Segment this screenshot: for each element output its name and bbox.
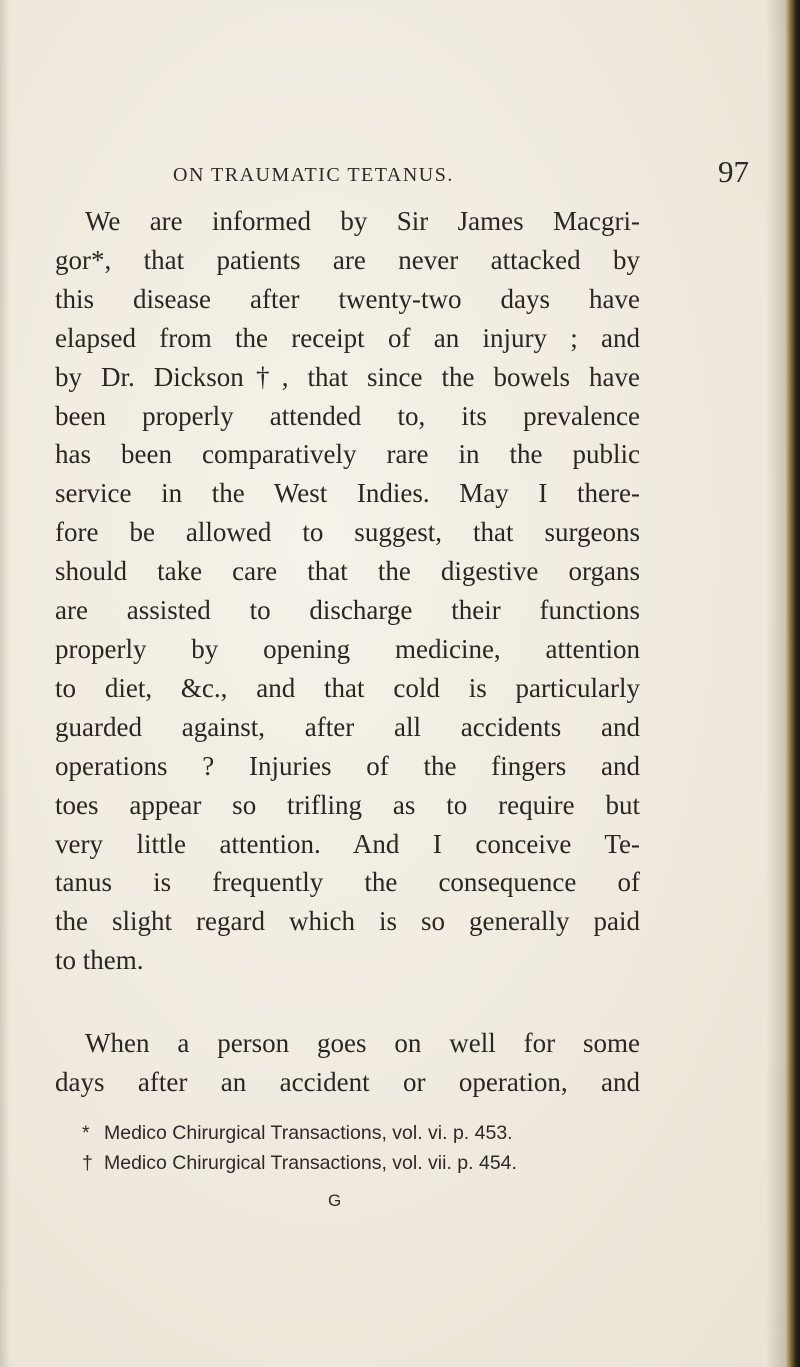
paragraph-gap xyxy=(55,980,640,1024)
running-head: ON TRAUMATIC TETANUS. xyxy=(173,164,454,186)
text-line: this disease after twenty-two days have xyxy=(55,283,640,314)
footnotes xyxy=(82,1118,642,1178)
text-line: to them. xyxy=(55,945,144,976)
page-left-shadow xyxy=(0,0,10,1367)
paragraph-1 xyxy=(55,202,640,980)
text-line: properly by opening medicine, attention xyxy=(55,633,640,664)
text-line: We are informed by Sir James Macgri- xyxy=(85,206,640,236)
text-line: days after an accident or operation, and xyxy=(55,1067,640,1098)
body-text xyxy=(55,202,640,1102)
text-line: by Dr. Dickson†, that since the bowels have xyxy=(55,361,640,392)
footnote-text: Medico Chirurgical Transactions, vol. vi. p. 453. xyxy=(104,1122,513,1144)
text-line: fore be allowed to suggest, that surgeons xyxy=(55,517,640,548)
binding-shadow xyxy=(766,0,786,1367)
text-line: service in the West Indies. May I there- xyxy=(55,478,640,509)
text-line: has been comparatively rare in the public xyxy=(55,439,640,470)
text-line: guarded against, after all accidents and xyxy=(55,711,640,742)
paragraph-2 xyxy=(55,1024,640,1102)
footnote-1 xyxy=(82,1118,642,1148)
text-line: toes appear so trifling as to require but xyxy=(55,789,640,820)
text-line: gor*, that patients are never attacked by xyxy=(55,244,640,275)
text-line: When a person goes on well for some xyxy=(85,1028,640,1059)
text-line: elapsed from the receipt of an injury ; and xyxy=(55,322,640,353)
footnote-mark: † xyxy=(82,1152,93,1174)
page-number: 97 xyxy=(718,154,749,189)
text-line: tanus is frequently the consequence of xyxy=(55,867,640,898)
text-line: to diet, &c., and that cold is particularly xyxy=(55,672,640,703)
text-line: been properly attended to, its prevalence xyxy=(55,400,640,431)
text-line: should take care that the digestive organs xyxy=(55,556,640,587)
text-line: the slight regard which is so generally paid xyxy=(55,906,640,937)
text-line: operations ? Injuries of the fingers and xyxy=(55,750,640,781)
footnote-mark: * xyxy=(82,1122,90,1144)
footnote-2 xyxy=(82,1148,642,1178)
footnote-text: Medico Chirurgical Transactions, vol. vii. p. 454. xyxy=(104,1152,517,1174)
text-line: very little attention. And I conceive Te- xyxy=(55,828,640,859)
text-line: are assisted to discharge their functions xyxy=(55,595,640,626)
signature-mark: G xyxy=(328,1191,342,1210)
binding-edge xyxy=(786,0,800,1367)
